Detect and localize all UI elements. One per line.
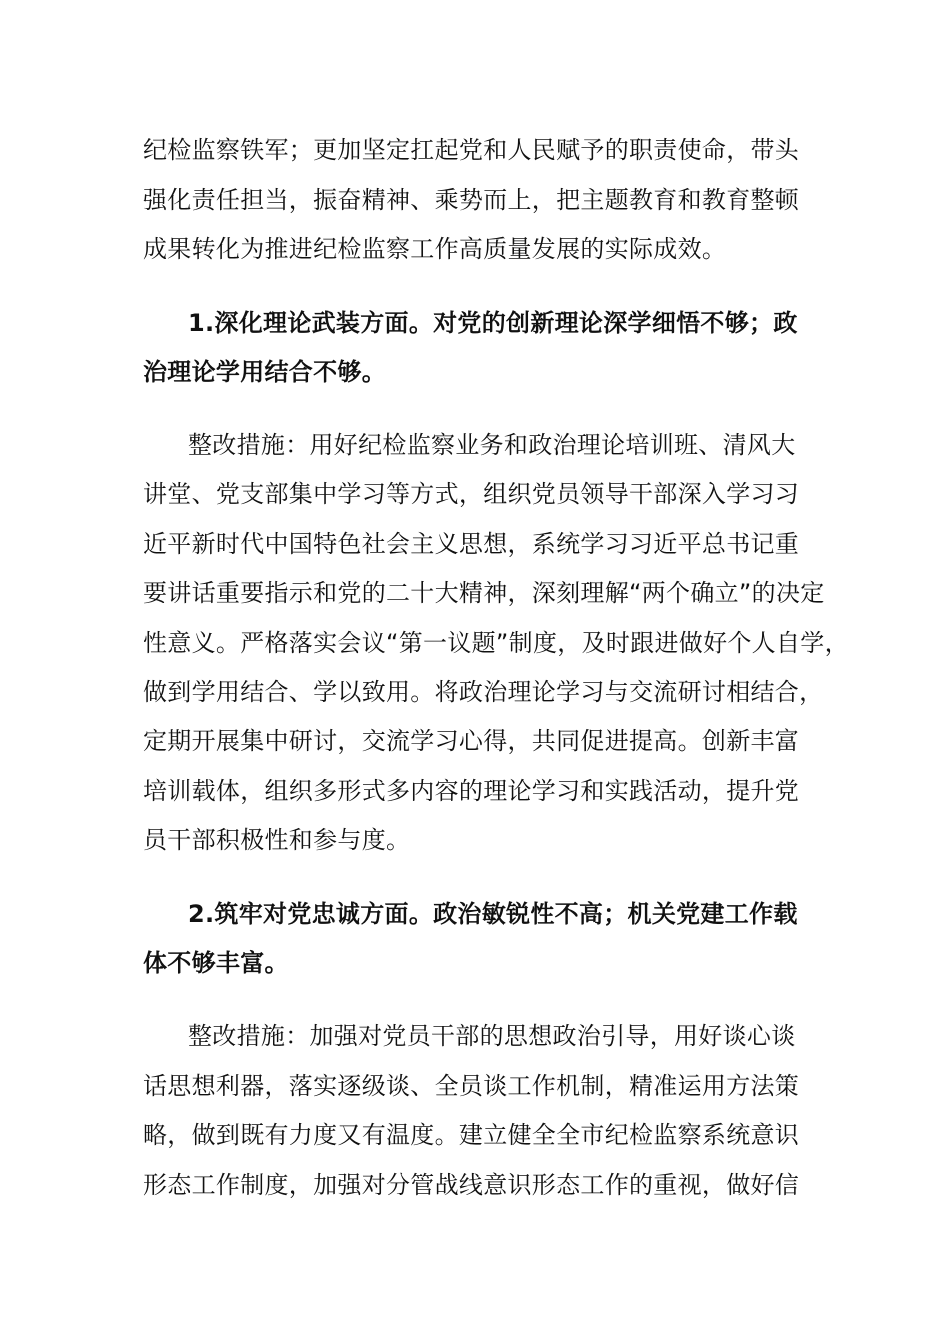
body-text-line: 整改措施：加强对党员干部的思想政治引导，用好谈心谈 <box>188 1022 796 1050</box>
body-text-line: 形态工作制度，加强对分管战线意识形态工作的重视，做好信 <box>143 1171 800 1199</box>
body-text-line: 近平新时代中国特色社会主义思想，系统学习习近平总书记重 <box>143 530 800 558</box>
body-text-line: 要讲话重要指示和党的二十大精神，深刻理解“两个确立”的决定 <box>143 579 825 607</box>
body-text-line: 讲堂、党支部集中学习等方式，组织党员领导干部深入学习习 <box>143 480 800 508</box>
body-text-line: 略，做到既有力度又有温度。建立健全全市纪检监察系统意识 <box>143 1121 800 1149</box>
section-heading: 治理论学用结合不够。 <box>143 358 386 386</box>
body-text-line: 性意义。严格落实会议“第一议题”制度，及时跟进做好个人自学， <box>143 629 849 657</box>
body-text-line: 培训载体，组织多形式多内容的理论学习和实践活动，提升党 <box>143 777 800 805</box>
body-text-line: 整改措施：用好纪检监察业务和政治理论培训班、清风大 <box>188 431 796 459</box>
section-heading: 2.筑牢对党忠诚方面。政治敏锐性不高；机关党建工作载 <box>188 900 798 928</box>
body-text-line: 话思想利器，落实逐级谈、全员谈工作机制，精准运用方法策 <box>143 1072 800 1100</box>
section-heading: 1.深化理论武装方面。对党的创新理论深学细悟不够；政 <box>188 309 798 337</box>
body-text-line: 定期开展集中研讨，交流学习心得，共同促进提高。创新丰富 <box>143 727 800 755</box>
body-text-line: 成果转化为推进纪检监察工作高质量发展的实际成效。 <box>143 235 727 263</box>
body-text-line: 纪检监察铁军；更加坚定扛起党和人民赋予的职责使命，带头 <box>143 136 800 164</box>
body-text-line: 员干部积极性和参与度。 <box>143 826 411 854</box>
body-text-line: 做到学用结合、学以致用。将政治理论学习与交流研讨相结合， <box>143 678 824 706</box>
section-heading: 体不够丰富。 <box>143 949 289 977</box>
body-text-line: 强化责任担当，振奋精神、乘势而上，把主题教育和教育整顿 <box>143 186 800 214</box>
